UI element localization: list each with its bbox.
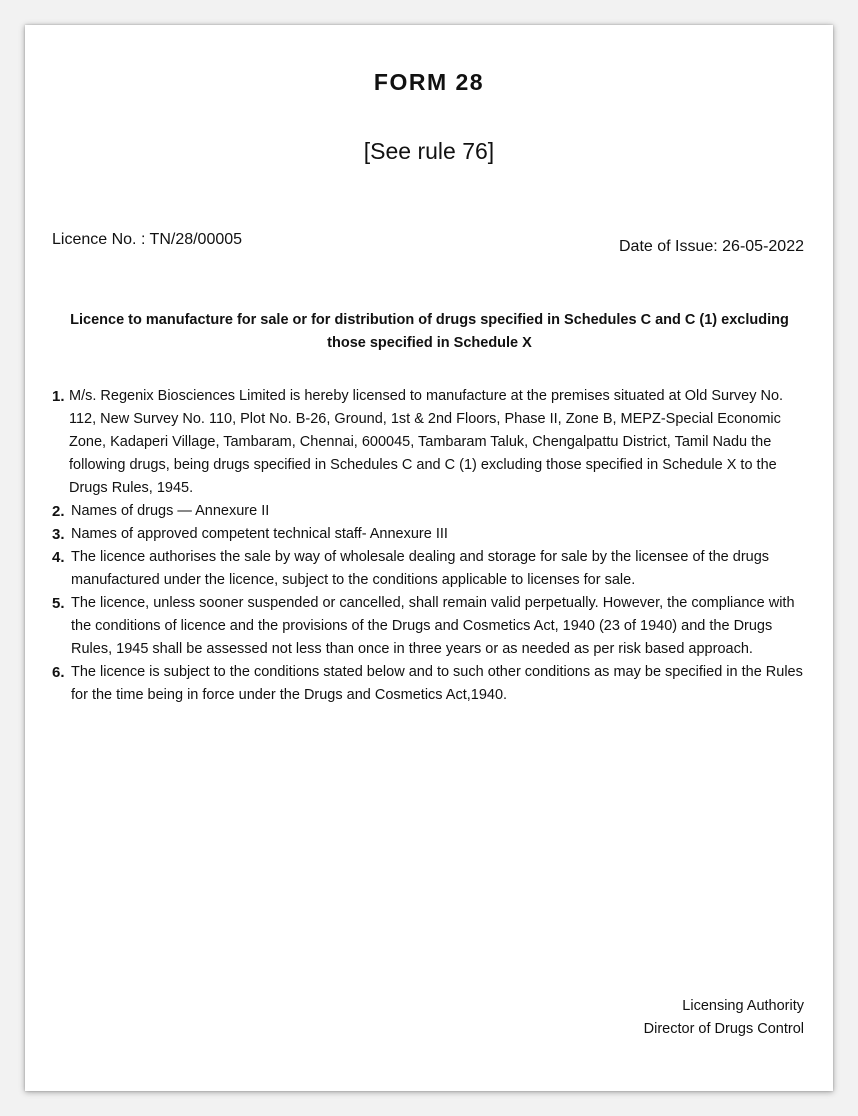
rule-reference: [See rule 76] [363,138,495,164]
clause-item [52,500,812,523]
signature-title: Licensing Authority [682,998,804,1014]
date-of-issue: Date of Issue: 26-05-2022 [618,238,804,255]
clause-text: M/s. Regenix Biosciences Limited is hereby licensed to manufacture at the premises situated at Old Survey No. 112, New Survey No. 110, Plot No. B-26, Ground, 1st & 2nd Floors, Phase II, Zone B, MEPZ-Special Economic Zone, Kadaperi Village, Tambaram, Chennai, 600045, Tambaram Taluk, Chengalpattu District, Tamil Nadu the following drugs, being drugs specified in Schedules C and C (1) excluding those specified in Schedule X to the Drugs Rules, 1945. [69,388,784,496]
clause-number: 3. [52,526,65,543]
signature-block [644,995,804,1041]
form-title: FORM 28 [373,69,485,95]
clause-item [52,385,812,500]
clause-text: The licence, unless sooner suspended or cancelled, shall remain valid perpetually. However, the compliance with the conditions of licence and the provisions of the Drugs and Cosmetics Act, 1940 (23 of 1940) and the Drugs Rules, 1945 shall be assessed not less than once in three years or as needed as per risk based approach. [71,595,795,657]
clause-item [52,523,812,546]
clause-text: The licence is subject to the conditions stated below and to such other conditions as may be specified in the Rules for the time being in force under the Drugs and Cosmetics Act,1940. [71,664,803,703]
clause-text: Names of drugs — Annexure II [71,503,270,519]
clause-item [52,592,812,661]
clause-text: Names of approved competent technical staff- Annexure III [71,526,448,542]
clause-list [52,385,812,707]
clause-item [52,546,812,592]
signature-designation: Director of Drugs Control [643,1021,804,1037]
licence-number: Licence No. : TN/28/00005 [52,231,243,248]
clause-number: 2. [52,503,65,520]
clause-number: 4. [52,549,65,566]
clause-number: 6. [52,664,65,681]
clause-item [52,661,812,707]
clause-number: 5. [52,595,65,612]
clause-number: 1. [52,388,65,405]
document-page [25,25,833,1091]
licence-subject: Licence to manufacture for sale or for distribution of drugs specified in Schedules C and C (1) excluding those specified in Schedule X [70,312,789,351]
clause-text: The licence authorises the sale by way of wholesale dealing and storage for sale by the licensee of the drugs manufactured under the licence, subject to the conditions applicable to licenses for sale. [71,549,770,588]
